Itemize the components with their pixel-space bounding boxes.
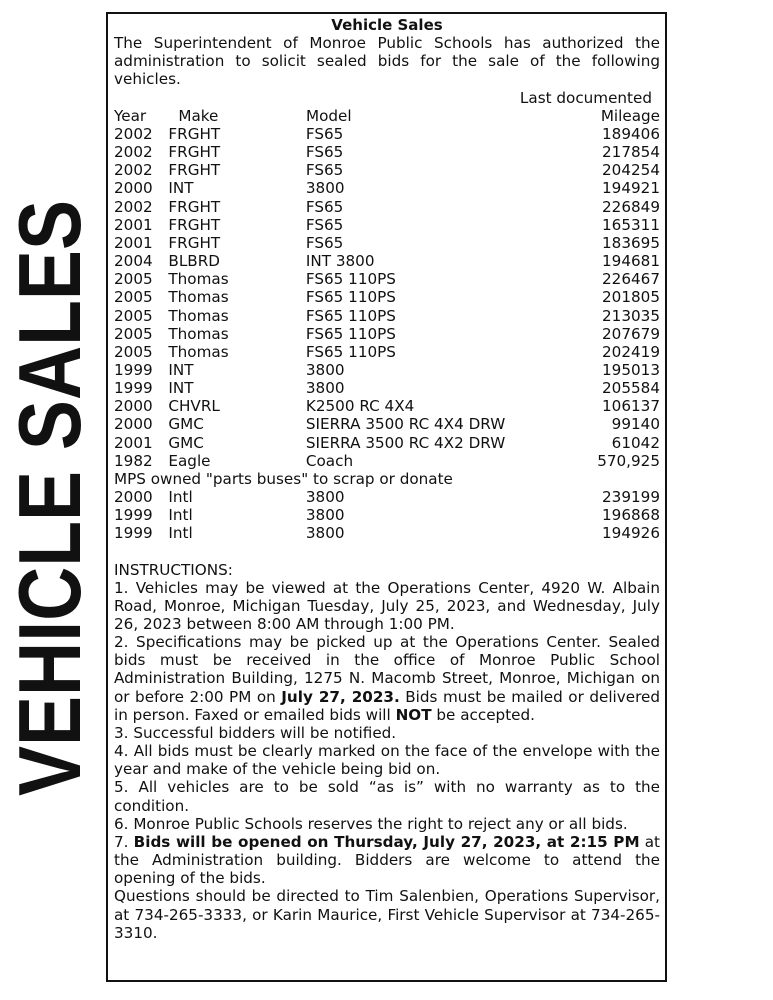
vehicle-make: FRGHT (168, 215, 221, 234)
vehicle-mileage: 226849 (602, 197, 660, 216)
vehicle-year: 2005 (114, 306, 153, 325)
instruction-2 (114, 633, 660, 724)
vehicle-model: Coach (305, 451, 354, 470)
vehicle-model: FS65 110PS (305, 342, 396, 361)
vehicle-mileage: 195013 (602, 360, 660, 379)
vehicle-row (114, 252, 660, 270)
vehicle-mileage: 61042 (611, 433, 660, 452)
vehicle-make: INT (168, 179, 194, 198)
vehicle-mileage: 217854 (602, 143, 660, 162)
header-mileage: Mileage (600, 106, 660, 125)
vehicle-row (114, 379, 660, 397)
vehicle-make: Thomas (168, 342, 229, 361)
vehicle-mileage: 194681 (602, 252, 660, 271)
not-emphasis: NOT (395, 705, 432, 724)
vehicle-make: Thomas (168, 306, 229, 325)
vehicle-model: FS65 (305, 143, 344, 162)
vehicle-model: 3800 (305, 488, 345, 507)
vehicle-mileage: 196868 (602, 506, 660, 525)
vehicle-make: FRGHT (168, 233, 221, 252)
vehicle-mileage: 165311 (602, 215, 660, 234)
vehicle-make: CHVRL (168, 397, 220, 416)
instruction-6: 6. Monroe Public Schools reserves the right to reject any or all bids. (114, 814, 628, 833)
parts-buses-heading: MPS owned "parts buses" to scrap or donate (114, 469, 453, 488)
questions-contact: Questions should be directed to Tim Salenbien, Operations Supervisor, at 734-265-3333, or Karin Maurice, First Vehicle Supervisor at 734-265-3310. (114, 887, 660, 942)
vehicle-mileage: 226467 (602, 270, 660, 289)
vehicle-make: GMC (168, 433, 204, 452)
bid-due-date: July 27, 2023. (281, 687, 400, 706)
vehicle-model: FS65 110PS (305, 288, 396, 307)
vehicle-row (114, 216, 660, 234)
vehicle-make: Thomas (168, 270, 229, 289)
vehicle-year: 2004 (114, 252, 153, 271)
vehicle-model: 3800 (305, 379, 345, 398)
instruction-7-number: 7. (114, 832, 134, 851)
vehicle-model: INT 3800 (305, 252, 375, 271)
header-model: Model (305, 106, 352, 125)
vehicle-model: 3800 (305, 524, 345, 543)
vehicle-year: 2002 (114, 197, 153, 216)
instructions-section (114, 561, 660, 942)
vehicle-row (114, 143, 660, 161)
vehicle-mileage: 201805 (602, 288, 660, 307)
vehicle-row (114, 397, 660, 415)
vehicle-make: INT (168, 360, 194, 379)
vehicle-row (114, 234, 660, 252)
vehicle-year: 1999 (114, 524, 153, 543)
vehicle-model: 3800 (305, 360, 345, 379)
header-make: Make (178, 106, 219, 125)
vehicle-year: 2001 (114, 433, 153, 452)
vehicle-row (114, 452, 660, 470)
vehicle-year: 2005 (114, 324, 153, 343)
intro-paragraph: The Superintendent of Monroe Public Schools has authorized the administration to solicit sealed bids for the sale of the following vehicles. (114, 34, 660, 89)
instruction-3: 3. Successful bidders will be notified. (114, 723, 397, 742)
vehicle-model: FS65 110PS (305, 270, 396, 289)
parts-bus-row (114, 488, 660, 506)
vehicle-make: Eagle (168, 451, 211, 470)
vehicle-row (114, 325, 660, 343)
vehicle-mileage: 194921 (602, 179, 660, 198)
vehicle-row (114, 198, 660, 216)
vehicle-make: Intl (168, 488, 193, 507)
side-banner (0, 96, 99, 796)
vehicle-row (114, 179, 660, 197)
vehicle-row (114, 161, 660, 179)
vehicle-year: 2002 (114, 161, 153, 180)
vehicle-model: 3800 (305, 179, 345, 198)
notice-box (106, 12, 667, 982)
instruction-2-text-a: 2. Specifications may be picked up at the Operations Center. Sealed bids must be received in the office of Monroe Public School Administration Building, 1275 N. Macomb Street, Monroe, Michigan on or before 2:00 PM on (114, 633, 660, 706)
vehicle-model: 3800 (305, 506, 345, 525)
vehicle-row (114, 434, 660, 452)
vehicle-model: FS65 110PS (305, 324, 396, 343)
vehicle-model: FS65 (305, 215, 344, 234)
vehicle-model: FS65 (305, 161, 344, 180)
vehicle-row (114, 307, 660, 325)
vehicle-list (114, 125, 660, 470)
instruction-2-text-c: be accepted. (431, 705, 535, 724)
notice-title: Vehicle Sales (331, 16, 443, 34)
vehicle-mileage: 207679 (602, 324, 660, 343)
vehicle-mileage: 202419 (602, 342, 660, 361)
vehicle-year: 1999 (114, 379, 153, 398)
vehicle-year: 2000 (114, 397, 153, 416)
vehicle-year: 2005 (114, 288, 153, 307)
parts-bus-row (114, 524, 660, 542)
vehicle-mileage: 239199 (602, 488, 660, 507)
vehicle-row (114, 288, 660, 306)
bid-opening-notice: Bids will be opened on Thursday, July 27, 2023, at 2:15 PM (133, 832, 640, 851)
vehicle-year: 2000 (114, 415, 153, 434)
vehicle-make: Intl (168, 506, 193, 525)
vehicle-make: BLBRD (168, 252, 220, 271)
vehicle-make: GMC (168, 415, 204, 434)
vehicle-make: Thomas (168, 288, 229, 307)
vehicle-model: FS65 (305, 197, 344, 216)
vehicle-model: FS65 (305, 124, 344, 143)
vehicle-make: FRGHT (168, 143, 221, 162)
vehicle-make: Intl (168, 524, 193, 543)
mileage-header-top: Last documented (519, 88, 652, 107)
instructions-heading: INSTRUCTIONS: (114, 560, 233, 579)
vehicle-year: 2002 (114, 124, 153, 143)
vehicle-mileage: 106137 (602, 397, 660, 416)
vehicle-model: FS65 110PS (305, 306, 396, 325)
vehicle-mileage: 204254 (602, 161, 660, 180)
vehicle-mileage: 205584 (602, 379, 660, 398)
vehicle-make: Thomas (168, 324, 229, 343)
vehicle-make: FRGHT (168, 161, 221, 180)
instruction-5: 5. All vehicles are to be sold “as is” with no warranty as to the condition. (114, 778, 660, 815)
vehicle-row (114, 125, 660, 143)
instruction-2-text-b: Bids must be mailed or delivered in person. Faxed or emailed bids will (114, 687, 661, 724)
vehicle-mileage: 194926 (602, 524, 660, 543)
vehicle-year: 2005 (114, 342, 153, 361)
vehicle-year: 2001 (114, 233, 153, 252)
vehicle-row (114, 343, 660, 361)
vehicle-model: SIERRA 3500 RC 4X2 DRW (305, 433, 506, 452)
parts-bus-list (114, 488, 660, 542)
vehicle-mileage: 99140 (611, 415, 660, 434)
vehicle-mileage: 189406 (602, 124, 660, 143)
vehicle-row (114, 361, 660, 379)
header-year: Year (114, 106, 147, 125)
vehicle-make: FRGHT (168, 124, 221, 143)
vehicle-make: FRGHT (168, 197, 221, 216)
side-banner-text: VEHICLE SALES (0, 96, 99, 796)
vehicle-mileage: 213035 (602, 306, 660, 325)
vehicle-year: 1999 (114, 506, 153, 525)
vehicle-make: INT (168, 379, 194, 398)
parts-bus-row (114, 506, 660, 524)
instruction-1: 1. Vehicles may be viewed at the Operations Center, 4920 W. Albain Road, Monroe, Michigan Tuesday, July 25, 2023, and Wednesday, July 26, 2023 between 8:00 AM through 1:00 PM. (114, 578, 660, 633)
vehicle-model: K2500 RC 4X4 (305, 397, 415, 416)
instruction-7-rest: at the Administration building. Bidders are welcome to attend the opening of the bids. (114, 832, 660, 888)
vehicle-model: FS65 (305, 233, 344, 252)
instruction-4: 4. All bids must be clearly marked on the face of the envelope with the year and make of the vehicle being bid on. (114, 742, 660, 779)
vehicle-year: 2005 (114, 270, 153, 289)
vehicle-year: 1999 (114, 360, 153, 379)
vehicle-year: 2002 (114, 143, 153, 162)
vehicle-mileage: 570,925 (597, 451, 660, 470)
vehicle-model: SIERRA 3500 RC 4X4 DRW (305, 415, 506, 434)
vehicle-row (114, 270, 660, 288)
vehicle-year: 2000 (114, 488, 153, 507)
column-header-row (114, 107, 660, 125)
vehicle-row (114, 415, 660, 433)
vehicle-year: 2000 (114, 179, 153, 198)
vehicle-year: 1982 (114, 451, 153, 470)
instruction-7 (114, 833, 660, 887)
vehicle-year: 2001 (114, 215, 153, 234)
section-spacer (114, 543, 660, 561)
vehicle-mileage: 183695 (602, 233, 660, 252)
